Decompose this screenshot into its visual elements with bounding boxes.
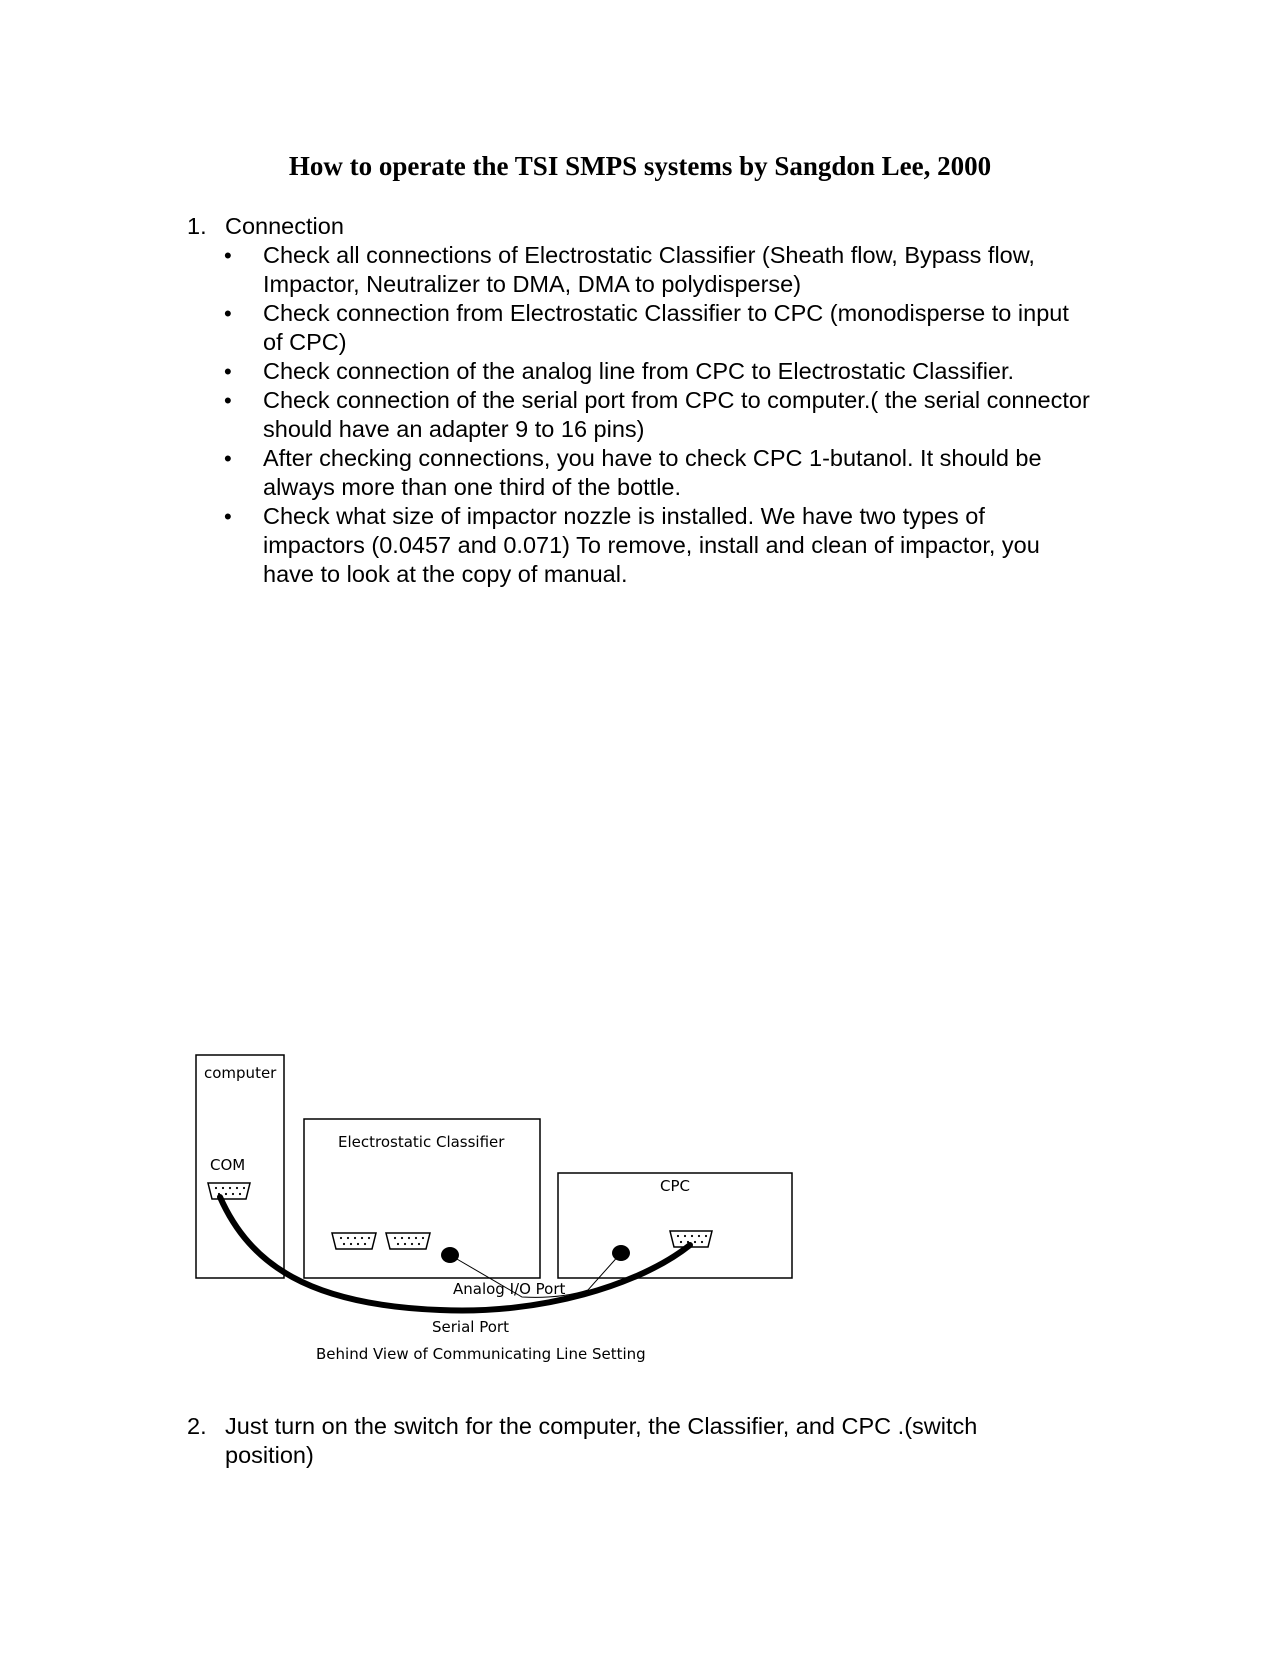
com-label: COM — [210, 1156, 246, 1174]
cpc-label: CPC — [660, 1177, 690, 1195]
list-item — [0, 357, 1280, 386]
connection-diagram-svg — [190, 1045, 810, 1375]
list-item-text: After checking connections, you have to check CPC 1-butanol. It should be always more than one third of the bottle. — [263, 445, 1042, 500]
step-2 — [0, 1412, 1280, 1470]
com-port-icon — [208, 1183, 250, 1199]
bullet-list — [0, 241, 1280, 589]
classifier-port-icon — [332, 1233, 376, 1249]
document-title: How to operate the TSI SMPS systems by Sangdon Lee, 2000 — [288, 151, 992, 181]
list-item-text: Check connection of the serial port from CPC to computer.( the serial connector should have an adapter 9 to 16 pins) — [263, 387, 1090, 442]
list-item-text: Check connection of the analog line from CPC to Electrostatic Classifier. — [263, 358, 1015, 384]
list-item — [0, 299, 1280, 357]
connection-diagram — [190, 1045, 810, 1375]
step-number: 1. — [187, 213, 207, 239]
classifier-port-icon — [386, 1233, 430, 1249]
step-number: 2. — [187, 1413, 207, 1439]
list-item — [0, 386, 1280, 444]
list-item-text: Check connection from Electrostatic Classifier to CPC (monodisperse to input of CPC) — [263, 300, 1069, 355]
analog-port-label: Analog I/O Port — [453, 1280, 566, 1298]
serial-port-label: Serial Port — [432, 1318, 509, 1336]
bullet-icon: • — [224, 243, 232, 268]
list-item — [0, 241, 1280, 299]
diagram-caption: Behind View of Communicating Line Setting — [316, 1345, 646, 1363]
step-2-heading-row — [0, 1412, 1280, 1470]
step-1-heading-row — [0, 212, 1280, 241]
step-heading: Connection — [225, 213, 344, 239]
list-item-text: Check all connections of Electrostatic Classifier (Sheath flow, Bypass flow, Impactor, Neutralizer to DMA, DMA to polydisperse) — [263, 242, 1035, 297]
bullet-icon: • — [224, 359, 232, 384]
bullet-icon: • — [224, 504, 232, 529]
bullet-icon: • — [224, 301, 232, 326]
list-item — [0, 444, 1280, 502]
step-heading: Just turn on the switch for the computer, the Classifier, and CPC .(switch position) — [225, 1413, 978, 1468]
bullet-icon: • — [224, 446, 232, 471]
classifier-label: Electrostatic Classifier — [338, 1133, 505, 1151]
bullet-icon: • — [224, 388, 232, 413]
step-1 — [0, 212, 1280, 589]
list-item-text: Check what size of impactor nozzle is installed. We have two types of impactors (0.0457 and 0.071) To remove, install and clean of impactor, you have to look at the copy of manual. — [263, 503, 1040, 587]
computer-label: computer — [204, 1064, 277, 1082]
list-item — [0, 502, 1280, 589]
